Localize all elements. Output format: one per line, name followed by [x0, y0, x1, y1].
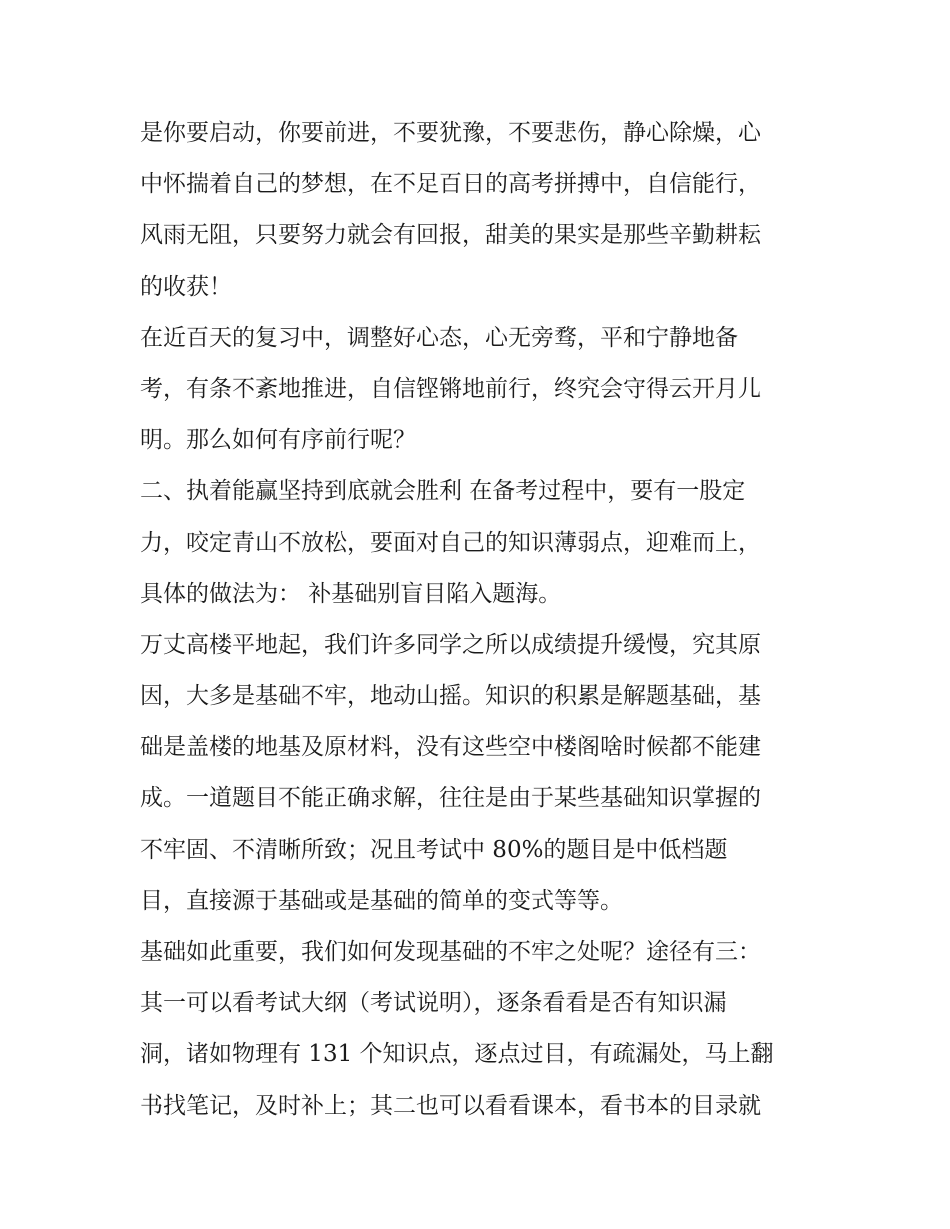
text-line-9: 力，咬定青山不放松，要面对自己的知识薄弱点，迎难而上，: [140, 529, 761, 556]
text-line-8: 二、执着能赢坚持到底就会胜利 在备考过程中，要有一股定: [140, 478, 746, 505]
text-line-6: 考，有条不紊地推进，自信铿锵地前行，终究会守得云开月儿: [140, 375, 761, 402]
text-line-5: 在近百天的复习中，调整好心态，心无旁骛，平和宁静地备: [140, 324, 738, 351]
text-line-11: 万丈高楼平地起，我们许多同学之所以成绩提升缓慢，究其原: [140, 631, 761, 658]
text-line-17: 基础如此重要，我们如何发现基础的不牢之处呢？途径有三：: [140, 939, 761, 965]
text-line-7: 明。那么如何有序前行呢？: [140, 427, 416, 454]
text-line-1: 是你要启动，你要前进，不要犹豫，不要悲伤，静心除燥，心: [140, 120, 761, 146]
text-line-15: 不牢固、不清晰所致；况且考试中 80%的题目是中低档题: [140, 836, 728, 863]
text-line-14: 成。一道题目不能正确求解，往往是由于某些基础知识掌握的: [140, 785, 761, 812]
text-line-19: 洞，诸如物理有 131 个知识点，逐点过目，有疏漏处，马上翻: [140, 1041, 774, 1068]
text-line-18: 其一可以看考试大纲（考试说明），逐条看看是否有知识漏: [140, 990, 727, 1017]
text-line-4: 的收获！: [140, 273, 232, 300]
text-line-13: 础是盖楼的地基及原材料，没有这些空中楼阁啥时候都不能建: [140, 734, 761, 761]
text-line-12: 因，大多是基础不牢，地动山摇。知识的积累是解题基础，基: [140, 683, 761, 710]
text-line-16: 目，直接源于基础或是基础的简单的变式等等。: [140, 887, 623, 914]
body-text: [140, 108, 830, 1132]
text-line-2: 中怀揣着自己的梦想，在不足百日的高考拼搏中，自信能行，: [140, 171, 761, 198]
text-line-10: 具体的做法为： 补基础别盲目陷入题海。: [140, 580, 562, 607]
text-line-3: 风雨无阻，只要努力就会有回报，甜美的果实是那些辛勤耕耘: [140, 222, 761, 249]
text-line-20: 书找笔记，及时补上；其二也可以看看课本，看书本的目录就: [140, 1092, 761, 1119]
